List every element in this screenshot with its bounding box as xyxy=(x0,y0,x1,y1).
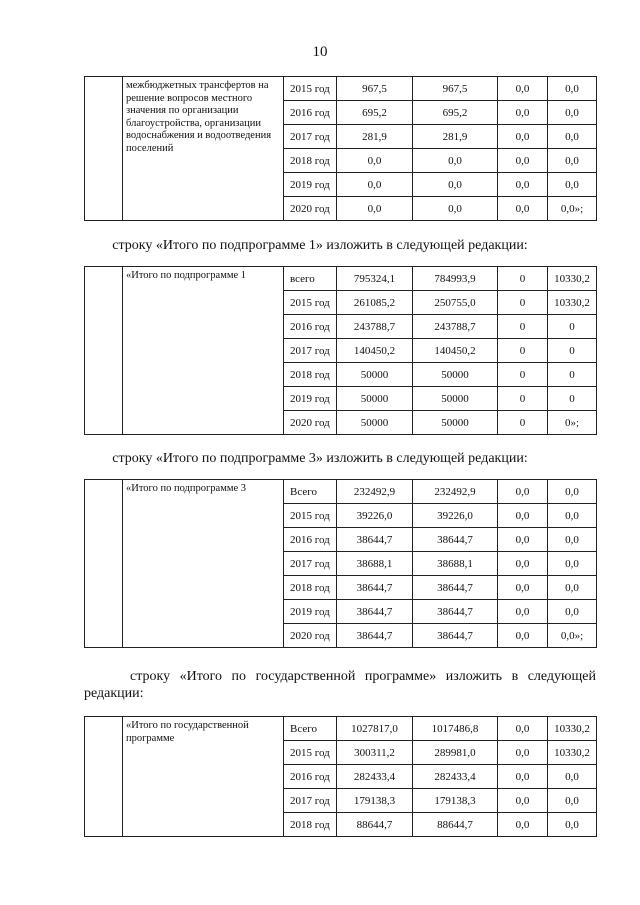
year-cell: 2018 год xyxy=(284,813,337,837)
table-row xyxy=(85,480,597,504)
year-cell: 2015 год xyxy=(284,291,337,315)
year-cell: 2015 год xyxy=(284,504,337,528)
local-budget-cell: 0,0 xyxy=(498,197,548,221)
year-cell: 2019 год xyxy=(284,173,337,197)
regional-budget-cell: 0,0 xyxy=(413,173,498,197)
other-sources-cell: 0 xyxy=(548,315,597,339)
empty-number-cell xyxy=(85,267,123,435)
total-cell: 140450,2 xyxy=(337,339,413,363)
year-cell: 2020 год xyxy=(284,624,337,648)
year-cell: 2016 год xyxy=(284,528,337,552)
year-cell: 2020 год xyxy=(284,411,337,435)
other-sources-cell: 0,0 xyxy=(548,789,597,813)
local-budget-cell: 0,0 xyxy=(498,77,548,101)
other-sources-cell: 0,0 xyxy=(548,173,597,197)
total-cell: 179138,3 xyxy=(337,789,413,813)
budget-table-subprogram-3 xyxy=(84,479,597,648)
local-budget-cell: 0,0 xyxy=(498,101,548,125)
other-sources-cell: 0,0 xyxy=(548,101,597,125)
local-budget-cell: 0,0 xyxy=(498,717,548,741)
regional-budget-cell: 784993,9 xyxy=(413,267,498,291)
total-cell: 38644,7 xyxy=(337,576,413,600)
total-cell: 967,5 xyxy=(337,77,413,101)
local-budget-cell: 0,0 xyxy=(498,504,548,528)
total-cell: 695,2 xyxy=(337,101,413,125)
instruction-paragraph-subprogram-3: строку «Итого по подпрограмме 3» изложить в следующей редакции: xyxy=(112,451,528,466)
regional-budget-cell: 967,5 xyxy=(413,77,498,101)
other-sources-cell: 0,0 xyxy=(548,813,597,837)
page-number: 10 xyxy=(312,44,328,60)
local-budget-cell: 0,0 xyxy=(498,765,548,789)
year-cell: 2017 год xyxy=(284,552,337,576)
regional-budget-cell: 38644,7 xyxy=(413,600,498,624)
other-sources-cell: 0,0 xyxy=(548,480,597,504)
local-budget-cell: 0,0 xyxy=(498,600,548,624)
table-row xyxy=(85,267,597,291)
other-sources-cell: 0,0 xyxy=(548,600,597,624)
local-budget-cell: 0 xyxy=(498,267,548,291)
total-cell: 0,0 xyxy=(337,197,413,221)
regional-budget-cell: 38644,7 xyxy=(413,576,498,600)
year-cell: 2018 год xyxy=(284,576,337,600)
local-budget-cell: 0 xyxy=(498,339,548,363)
year-cell: 2019 год xyxy=(284,387,337,411)
local-budget-cell: 0 xyxy=(498,411,548,435)
row-name-cell: «Итого по подпрограмме 3 xyxy=(123,480,284,648)
year-cell: всего xyxy=(284,267,337,291)
total-cell: 38644,7 xyxy=(337,624,413,648)
local-budget-cell: 0 xyxy=(498,291,548,315)
regional-budget-cell: 39226,0 xyxy=(413,504,498,528)
other-sources-cell: 0,0 xyxy=(548,765,597,789)
total-cell: 0,0 xyxy=(337,173,413,197)
local-budget-cell: 0,0 xyxy=(498,741,548,765)
local-budget-cell: 0,0 xyxy=(498,480,548,504)
year-cell: 2018 год xyxy=(284,363,337,387)
table-row xyxy=(85,717,597,741)
regional-budget-cell: 38688,1 xyxy=(413,552,498,576)
total-cell: 50000 xyxy=(337,387,413,411)
year-cell: 2016 год xyxy=(284,101,337,125)
budget-table-subprogram-1 xyxy=(84,266,597,435)
year-cell: Всего xyxy=(284,717,337,741)
regional-budget-cell: 38644,7 xyxy=(413,624,498,648)
other-sources-cell: 0»; xyxy=(548,411,597,435)
total-cell: 50000 xyxy=(337,411,413,435)
local-budget-cell: 0,0 xyxy=(498,552,548,576)
year-cell: 2016 год xyxy=(284,315,337,339)
total-cell: 0,0 xyxy=(337,149,413,173)
year-cell: 2017 год xyxy=(284,125,337,149)
regional-budget-cell: 1017486,8 xyxy=(413,717,498,741)
regional-budget-cell: 50000 xyxy=(413,363,498,387)
empty-number-cell xyxy=(85,717,123,837)
total-cell: 282433,4 xyxy=(337,765,413,789)
row-name-cell: межбюджетных трансфертов на решение вопросов местного значения по организации благоустройства, организации водоснабжения и водоотведения поселений xyxy=(123,77,284,221)
local-budget-cell: 0 xyxy=(498,315,548,339)
year-cell: 2017 год xyxy=(284,789,337,813)
year-cell: 2017 год xyxy=(284,339,337,363)
regional-budget-cell: 243788,7 xyxy=(413,315,498,339)
year-cell: 2015 год xyxy=(284,741,337,765)
total-cell: 38688,1 xyxy=(337,552,413,576)
year-cell: 2015 год xyxy=(284,77,337,101)
other-sources-cell: 10330,2 xyxy=(548,717,597,741)
local-budget-cell: 0,0 xyxy=(498,125,548,149)
other-sources-cell: 10330,2 xyxy=(548,741,597,765)
budget-table-state-program xyxy=(84,716,597,837)
local-budget-cell: 0,0 xyxy=(498,813,548,837)
total-cell: 1027817,0 xyxy=(337,717,413,741)
regional-budget-cell: 140450,2 xyxy=(413,339,498,363)
other-sources-cell: 0 xyxy=(548,387,597,411)
total-cell: 300311,2 xyxy=(337,741,413,765)
row-name-cell: «Итого по подпрограмме 1 xyxy=(123,267,284,435)
instruction-paragraph-state-program: строку «Итого по государственной программе» изложить в следующей редакции: xyxy=(84,669,596,701)
local-budget-cell: 0 xyxy=(498,387,548,411)
other-sources-cell: 0 xyxy=(548,363,597,387)
regional-budget-cell: 250755,0 xyxy=(413,291,498,315)
other-sources-cell: 0,0 xyxy=(548,149,597,173)
regional-budget-cell: 88644,7 xyxy=(413,813,498,837)
regional-budget-cell: 179138,3 xyxy=(413,789,498,813)
total-cell: 795324,1 xyxy=(337,267,413,291)
other-sources-cell: 0,0 xyxy=(548,528,597,552)
other-sources-cell: 10330,2 xyxy=(548,267,597,291)
instruction-paragraph-subprogram-1: строку «Итого по подпрограмме 1» изложить в следующей редакции: xyxy=(112,238,528,253)
other-sources-cell: 0,0»; xyxy=(548,624,597,648)
year-cell: 2018 год xyxy=(284,149,337,173)
regional-budget-cell: 50000 xyxy=(413,387,498,411)
total-cell: 50000 xyxy=(337,363,413,387)
regional-budget-cell: 282433,4 xyxy=(413,765,498,789)
other-sources-cell: 0 xyxy=(548,339,597,363)
total-cell: 281,9 xyxy=(337,125,413,149)
table-row xyxy=(85,77,597,101)
total-cell: 39226,0 xyxy=(337,504,413,528)
year-cell: 2016 год xyxy=(284,765,337,789)
row-name-cell: «Итого по государственной программе xyxy=(123,717,284,837)
total-cell: 232492,9 xyxy=(337,480,413,504)
budget-table-transfers xyxy=(84,76,597,221)
regional-budget-cell: 289981,0 xyxy=(413,741,498,765)
other-sources-cell: 0,0 xyxy=(548,77,597,101)
empty-number-cell xyxy=(85,77,123,221)
local-budget-cell: 0,0 xyxy=(498,624,548,648)
total-cell: 38644,7 xyxy=(337,600,413,624)
year-cell: Всего xyxy=(284,480,337,504)
other-sources-cell: 0,0»; xyxy=(548,197,597,221)
local-budget-cell: 0,0 xyxy=(498,173,548,197)
local-budget-cell: 0,0 xyxy=(498,789,548,813)
local-budget-cell: 0,0 xyxy=(498,149,548,173)
year-cell: 2019 год xyxy=(284,600,337,624)
regional-budget-cell: 232492,9 xyxy=(413,480,498,504)
empty-number-cell xyxy=(85,480,123,648)
other-sources-cell: 0,0 xyxy=(548,552,597,576)
local-budget-cell: 0 xyxy=(498,363,548,387)
regional-budget-cell: 38644,7 xyxy=(413,528,498,552)
total-cell: 261085,2 xyxy=(337,291,413,315)
total-cell: 243788,7 xyxy=(337,315,413,339)
local-budget-cell: 0,0 xyxy=(498,528,548,552)
other-sources-cell: 0,0 xyxy=(548,504,597,528)
other-sources-cell: 0,0 xyxy=(548,125,597,149)
regional-budget-cell: 0,0 xyxy=(413,149,498,173)
other-sources-cell: 10330,2 xyxy=(548,291,597,315)
regional-budget-cell: 0,0 xyxy=(413,197,498,221)
other-sources-cell: 0,0 xyxy=(548,576,597,600)
local-budget-cell: 0,0 xyxy=(498,576,548,600)
regional-budget-cell: 50000 xyxy=(413,411,498,435)
year-cell: 2020 год xyxy=(284,197,337,221)
regional-budget-cell: 281,9 xyxy=(413,125,498,149)
regional-budget-cell: 695,2 xyxy=(413,101,498,125)
total-cell: 38644,7 xyxy=(337,528,413,552)
total-cell: 88644,7 xyxy=(337,813,413,837)
